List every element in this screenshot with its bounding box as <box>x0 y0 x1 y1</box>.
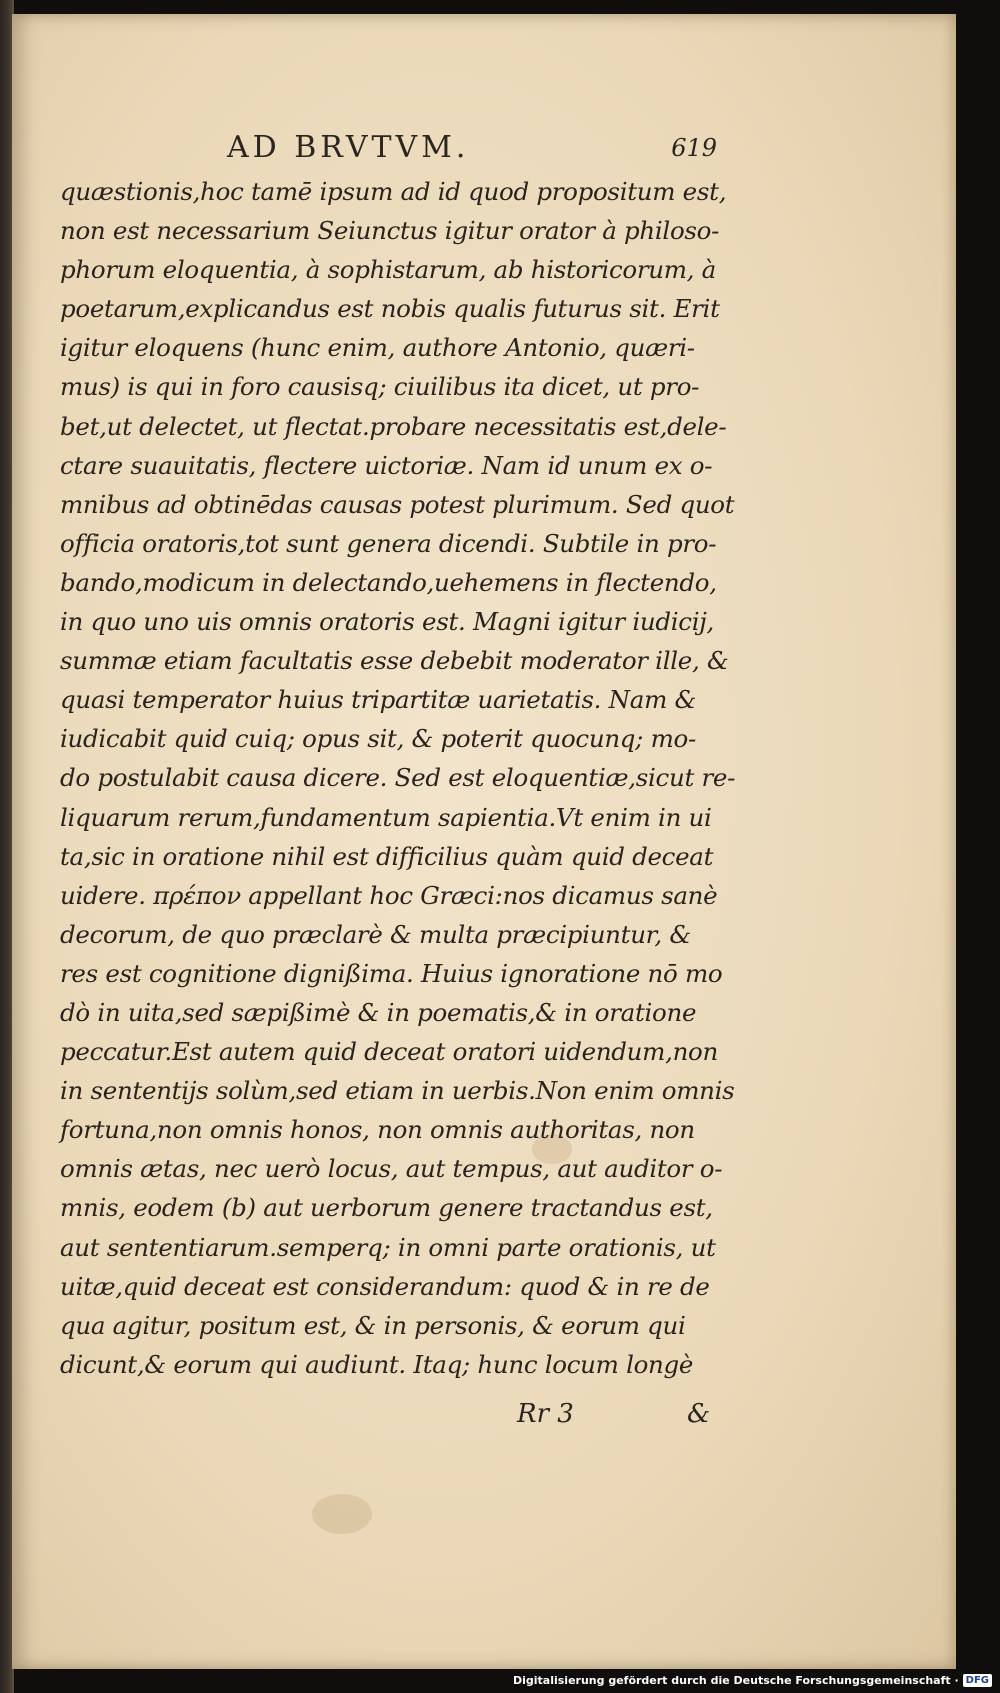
text-line: quæstionis,hoc tamē ipsum ad id quod propositum est, <box>60 177 727 206</box>
text-line: bando,modicum in delectando,uehemens in flectendo, <box>60 567 717 597</box>
page-header <box>217 130 717 170</box>
text-line: peccatur.Est autem quid deceat oratori uidendum,non <box>60 1037 718 1067</box>
text-line: mnibus ad obtinēdas causas potest plurimum. Sed quot <box>60 489 735 519</box>
dfg-logo: DFG <box>963 1674 992 1687</box>
signature-mark: Rr 3 <box>517 1399 574 1429</box>
text-line: officia oratoris,tot sunt genera dicendi. Subtile in pro- <box>60 528 717 558</box>
text-line: uitæ,quid deceat est considerandum: quod & in re de <box>60 1271 710 1301</box>
text-line: quasi temperator huius tripartitæ uarietatis. Nam & <box>60 685 696 715</box>
credit-text: Digitalisierung gefördert durch die Deutsche Forschungsgemeinschaft · <box>512 1673 959 1687</box>
digitization-credit <box>513 1671 992 1689</box>
catchword: & <box>687 1399 711 1429</box>
text-line: res est cognitione dignißima. Huius ignoratione nō mo <box>60 958 723 988</box>
book-page <box>12 14 956 1669</box>
text-line: ctare suauitatis, flectere uictoriæ. Nam id unum ex o- <box>60 450 713 480</box>
text-line: in quo uno uis omnis oratoris est. Magni igitur iudicij, <box>60 607 715 637</box>
text-line: decorum, de quo præclarè & multa præcipiuntur, & <box>60 919 691 949</box>
text-line: summæ etiam facultatis esse debebit moderator ille, & <box>60 646 729 676</box>
text-line: do postulabit causa dicere. Sed est eloquentiæ,sicut re- <box>60 763 736 793</box>
text-line: fortuna,non omnis honos, non omnis authoritas, non <box>60 1115 695 1145</box>
text-line: ta,sic in oratione nihil est difficilius quàm quid deceat <box>60 841 714 871</box>
running-title: AD BRVTVM. <box>227 130 470 165</box>
text-line: qua agitur, positum est, & in personis, & eorum qui <box>60 1310 686 1340</box>
text-line: in sententijs solùm,sed etiam in uerbis.Non enim omnis <box>60 1076 735 1106</box>
text-line: bet,ut delectet, ut flectat.probare necessitatis est,dele- <box>60 411 727 441</box>
text-line: aut sententiarum.semperq; in omni parte orationis, ut <box>60 1232 716 1262</box>
text-line: mnis, eodem (b) aut uerborum genere tractandus est, <box>60 1193 713 1223</box>
page-number: 619 <box>671 134 717 162</box>
text-line: non est necessarium Seiunctus igitur orator à philoso- <box>60 216 720 246</box>
text-line: igitur eloquens (hunc enim, authore Antonio, quæri- <box>60 333 695 363</box>
text-line: phorum eloquentia, à sophistarum, ab historicorum, à <box>60 255 716 285</box>
text-line: dò in uita,sed sæpißimè & in poematis,& in oratione <box>60 997 697 1027</box>
text-line: liquarum rerum,fundamentum sapientia.Vt enim in ui <box>60 802 712 832</box>
text-line: poetarum,explicandus est nobis qualis futurus sit. Erit <box>60 294 720 324</box>
text-line: mus) is qui in foro causisq; ciuilibus ita dicet, ut pro- <box>60 372 700 402</box>
text-line: iudicabit quid cuiq; opus sit, & poterit quocunq; mo- <box>60 724 696 754</box>
page-footer <box>62 1399 722 1439</box>
text-line: dicunt,& eorum qui audiunt. Itaq; hunc locum longè <box>60 1349 694 1379</box>
text-line: uidere. πρέπον appellant hoc Græci:nos dicamus sanè <box>60 880 718 910</box>
body-text <box>60 172 736 1384</box>
paper-stain <box>312 1494 372 1534</box>
text-line: omnis ætas, nec uerò locus, aut tempus, aut auditor o- <box>60 1154 723 1184</box>
